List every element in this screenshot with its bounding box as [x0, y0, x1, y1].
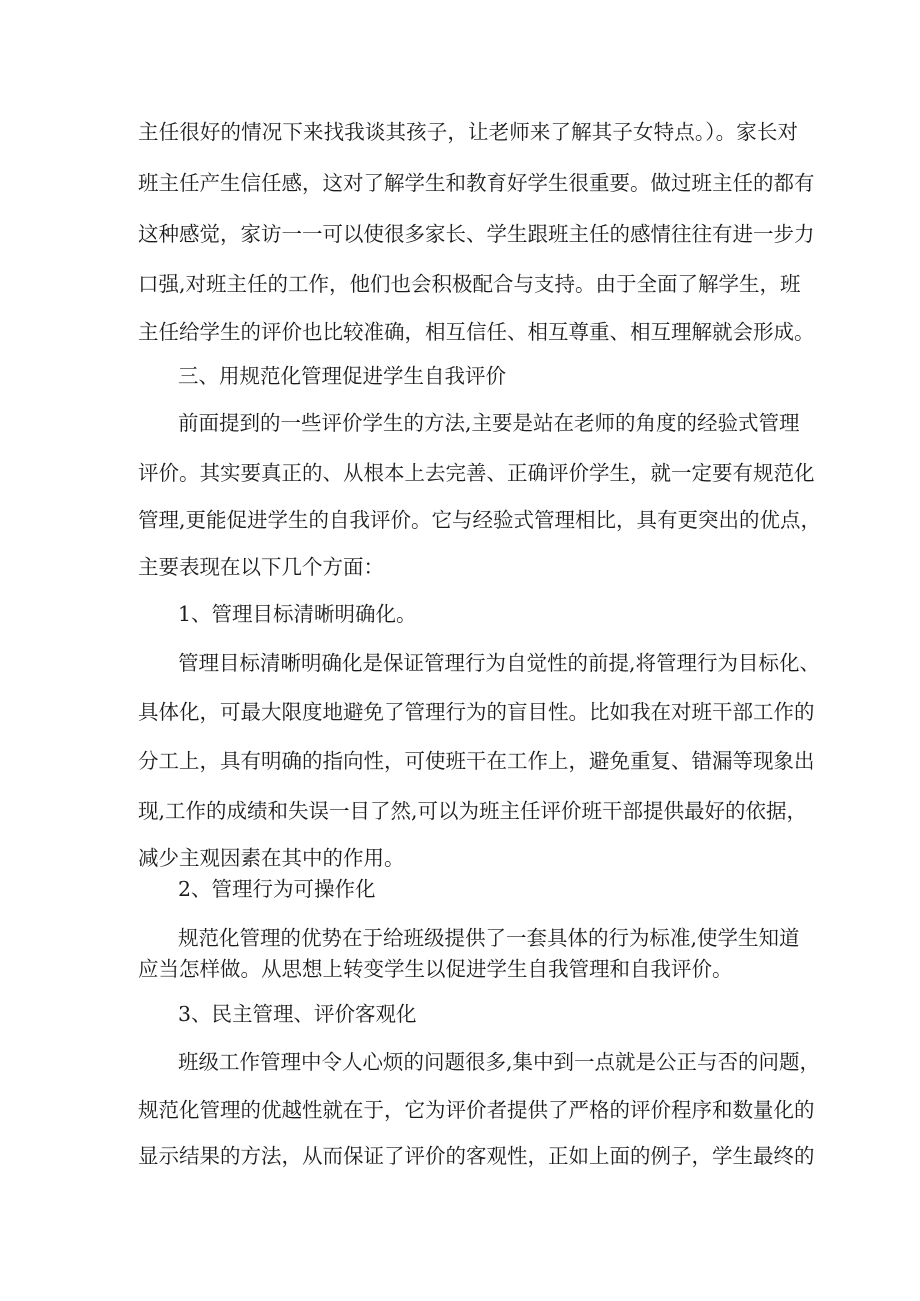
- section-heading: 三、用规范化管理促进学生自我评价: [178, 364, 506, 388]
- text-line: 管理目标清晰明确化是保证管理行为自觉性的前提,将管理行为目标化、: [178, 651, 821, 675]
- text-line: 规范化管理的优越性就在于，它为评价者提供了严格的评价程序和数量化的: [138, 1098, 815, 1122]
- subsection-heading: 3、民主管理、评价客观化: [178, 1002, 417, 1026]
- text-line: 这种感觉，家访一一可以使很多家长、学生跟班主任的感情往往有进一步力: [138, 222, 815, 246]
- text-line: 显示结果的方法，从而保证了评价的客观性，正如上面的例子，学生最终的: [138, 1144, 815, 1168]
- subsection-heading: 1、管理目标清晰明确化。: [178, 602, 417, 626]
- text-line: 应当怎样做。从思想上转变学生以促进学生自我管理和自我评价。: [138, 957, 733, 981]
- text-line: 具体化，可最大限度地避免了管理行为的盲目性。比如我在对班干部工作的: [138, 700, 815, 724]
- text-line: 减少主观因素在其中的作用。: [138, 846, 405, 870]
- text-line: 班主任产生信任感，这对了解学生和教育好学生很重要。做过班主任的都有: [138, 171, 815, 195]
- text-line: 前面提到的一些评价学生的方法,主要是站在老师的角度的经验式管理: [178, 411, 800, 435]
- text-line: 主任很好的情况下来找我谈其孩子，让老师来了解其子女特点。）。家长对: [138, 120, 798, 144]
- text-line: 规范化管理的优势在于给班级提供了一套具体的行为标准,使学生知道: [178, 926, 800, 950]
- subsection-heading: 2、管理行为可操作化: [178, 877, 376, 901]
- text-line: 现,工作的成绩和失误一目了然,可以为班主任评价班干部提供最好的依据，: [138, 799, 808, 823]
- text-line: 班级工作管理中令人心烦的问题很多,集中到一点就是公正与否的问题，: [178, 1050, 821, 1074]
- text-line: 主任给学生的评价也比较准确，相互信任、相互尊重、相互理解就会形成。: [138, 320, 815, 344]
- text-line: 分工上，具有明确的指向性，可使班干在工作上，避免重复、错漏等现象出: [138, 749, 815, 773]
- text-line: 主要表现在以下几个方面：: [138, 555, 384, 579]
- text-line: 管理,更能促进学生的自我评价。它与经验式管理相比，具有更突出的优点，: [138, 508, 822, 532]
- text-line: 评价。其实要真正的、从根本上去完善、正确评价学生，就一定要有规范化: [138, 461, 815, 485]
- text-line: 口强,对班主任的工作，他们也会积极配合与支持。由于全面了解学生，班: [138, 272, 801, 296]
